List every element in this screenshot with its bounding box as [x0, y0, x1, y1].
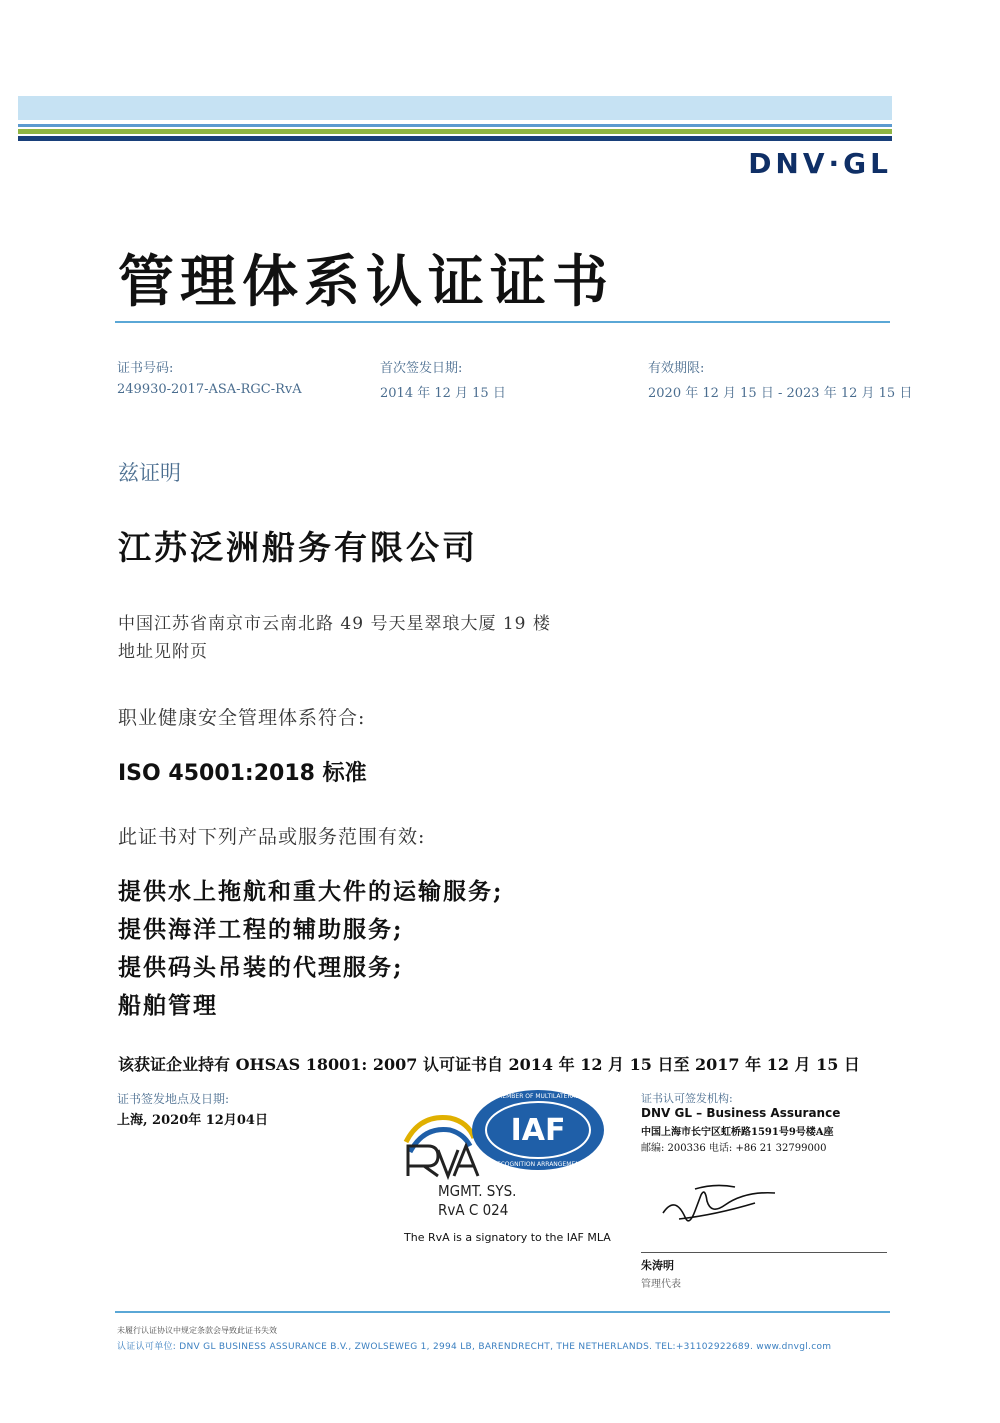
header-band-green	[18, 129, 892, 134]
divider-bottom	[115, 1311, 890, 1313]
footer-address: 认证认可单位: DNV GL BUSINESS ASSURANCE B.V., ZWOLSEWEG 1, 2994 LB, BARENDRECHT, THE NETHERLANDS. TEL:+31102922689. www.dnvgl.com	[117, 1342, 832, 1352]
divider-top	[115, 321, 890, 323]
scope-item: 提供码头吊装的代理服务;	[118, 954, 404, 981]
signature-line	[641, 1252, 887, 1253]
signature-icon	[655, 1175, 785, 1235]
issuer-name: DNV GL – Business Assurance	[641, 1106, 841, 1120]
dnv-gl-logo: DNV·GL	[748, 147, 892, 180]
rva-line-1: MGMT. SYS.	[438, 1182, 517, 1200]
header-band-navy	[18, 136, 892, 141]
field-label: 有效期限:	[648, 361, 705, 376]
iaf-ring-bottom: RECOGNITION ARRANGEMENT	[492, 1161, 584, 1168]
signer-name: 朱涛明	[641, 1259, 674, 1272]
issuer-contact: 邮编: 200336 电话: +86 21 32799000	[641, 1143, 827, 1154]
address-line: 地址见附页	[118, 642, 208, 662]
rva-logo-icon	[406, 1118, 478, 1177]
first-issue-date-field	[380, 357, 506, 401]
issuer-address: 中国上海市长宁区虹桥路1591号9号楼A座	[641, 1127, 834, 1138]
signer-title: 管理代表	[641, 1279, 681, 1290]
rva-line-2: RvA C 024	[438, 1201, 509, 1219]
iaf-ring-top: MEMBER OF MULTILATERAL	[497, 1093, 579, 1100]
scope-label: 此证书对下列产品或服务范围有效:	[118, 826, 426, 848]
standard-suffix: 标准	[322, 760, 367, 786]
issue-place-value: 上海, 2020年 12月04日	[117, 1113, 268, 1128]
certificate-number-field	[117, 357, 302, 397]
iaf-logo-icon	[472, 1090, 604, 1170]
scope-item: 提供海洋工程的辅助服务;	[118, 916, 404, 943]
validity-field	[648, 357, 912, 401]
field-value: 2014 年 12 月 15 日	[380, 386, 506, 401]
scope-item: 船舶管理	[118, 992, 218, 1019]
issuer-label: 证书认可签发机构:	[641, 1092, 733, 1105]
conformance-label: 职业健康安全管理体系符合:	[118, 707, 366, 729]
standard	[118, 756, 367, 787]
address-line: 中国江苏省南京市云南北路 49 号天星翠琅大厦 19 楼	[118, 614, 551, 634]
certify-label: 兹证明	[118, 461, 181, 485]
field-label: 证书号码:	[117, 361, 174, 376]
certificate-title: 管理体系认证证书	[118, 249, 614, 315]
field-value: 249930-2017-ASA-RGC-RvA	[117, 382, 302, 397]
footer-note: 未履行认证协议中规定条款会导致此证书失效	[117, 1326, 277, 1335]
issue-place-label: 证书签发地点及日期:	[117, 1092, 230, 1106]
field-label: 首次签发日期:	[380, 361, 463, 376]
field-value: 2020 年 12 月 15 日 - 2023 年 12 月 15 日	[648, 386, 913, 401]
scope-item: 提供水上拖航和重大件的运输服务;	[118, 878, 504, 905]
ohsas-note: 该获证企业持有 OHSAS 18001: 2007 认可证书自 2014 年 12 月 15 日至 2017 年 12 月 15 日	[118, 1055, 860, 1074]
header-band-blue	[18, 124, 892, 127]
iaf-text: IAF	[510, 1113, 566, 1148]
iaf-mla-note: The RvA is a signatory to the IAF MLA	[404, 1231, 611, 1244]
company-name: 江苏泛洲船务有限公司	[118, 528, 478, 567]
standard-code: ISO 45001:2018	[118, 761, 315, 786]
header-band-light	[18, 96, 892, 120]
accreditation-logos	[398, 1080, 613, 1250]
